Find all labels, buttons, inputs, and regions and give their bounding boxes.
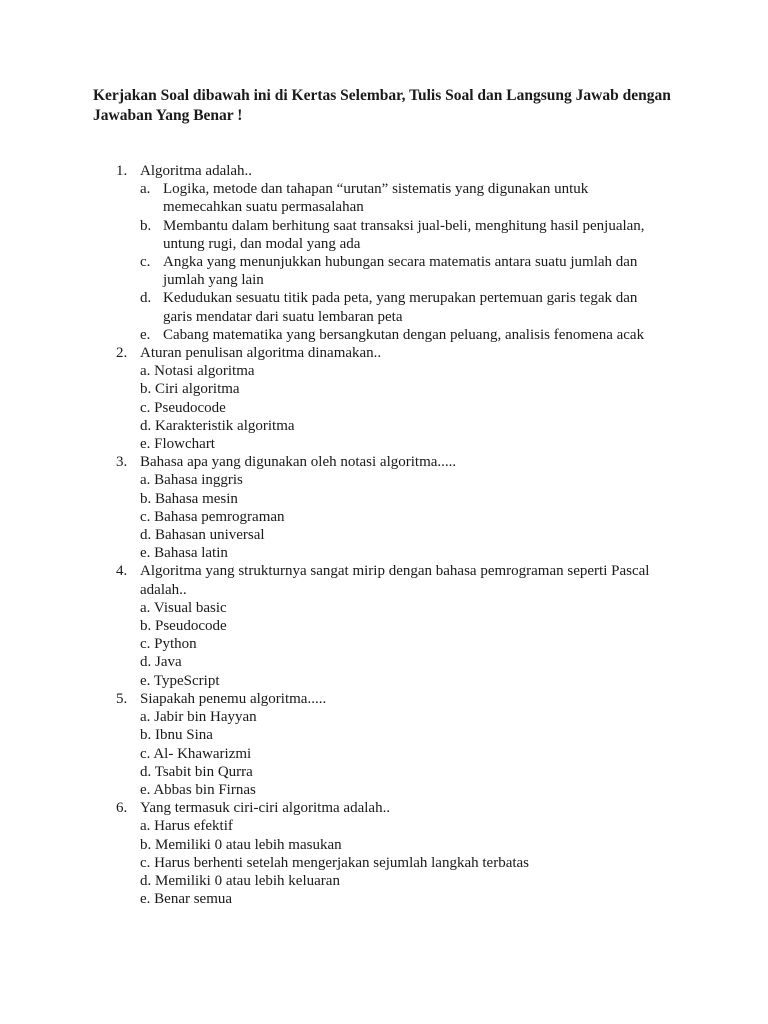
option-item: d. Bahasan universal <box>140 527 265 544</box>
option-list <box>140 471 768 562</box>
option-item: a. Bahasa inggris <box>140 472 243 489</box>
option-item <box>140 253 663 289</box>
option-item: b. Ibnu Sina <box>140 727 213 744</box>
question-number: 2. <box>116 345 128 362</box>
option-item <box>140 326 663 344</box>
question-number: 3. <box>116 454 128 471</box>
option-list <box>140 708 768 799</box>
question-text: Bahasa apa yang digunakan oleh notasi algoritma..... <box>140 454 457 471</box>
option-item: b. Memiliki 0 atau lebih masukan <box>140 836 342 853</box>
option-item: a. Visual basic <box>140 599 227 616</box>
question-text: Algoritma yang strukturnya sangat mirip dengan bahasa pemrograman seperti Pascal adalah.. <box>140 563 650 598</box>
option-item: c. Pseudocode <box>140 399 226 416</box>
option-item: e. Abbas bin Firnas <box>140 781 256 798</box>
option-letter: b. <box>140 217 152 234</box>
instruction-heading: Kerjakan Soal dibawah ini di Kertas Selembar, Tulis Soal dan Langsung Jawab dengan Jawaban Yang Benar ! <box>93 87 671 124</box>
option-letter: e. <box>140 326 151 343</box>
question-2 <box>0 344 768 453</box>
option-item: a. Notasi algoritma <box>140 363 255 380</box>
option-text: Kedudukan sesuatu titik pada peta, yang merupakan pertemuan garis tegak dan garis mendatar dari suatu lembaran peta <box>163 290 638 325</box>
question-number: 5. <box>116 690 128 707</box>
option-item: a. Jabir bin Hayyan <box>140 709 257 726</box>
option-item: e. Benar semua <box>140 891 233 908</box>
option-item: b. Ciri algoritma <box>140 381 240 398</box>
question-1 <box>0 162 768 344</box>
option-list <box>140 817 768 908</box>
question-6 <box>0 799 768 908</box>
question-text: Algoritma adalah.. <box>140 163 253 179</box>
option-item: c. Python <box>140 636 197 653</box>
option-item: e. Flowchart <box>140 436 215 453</box>
option-item <box>140 289 663 325</box>
question-number: 1. <box>116 163 128 179</box>
option-item <box>140 180 663 216</box>
option-text: Cabang matematika yang bersangkutan dengan peluang, analisis fenomena acak <box>163 326 645 343</box>
option-letter: d. <box>140 290 152 307</box>
option-text: Membantu dalam berhitung saat transaksi jual-beli, menghitung hasil penjualan, untung rugi, dan modal yang ada <box>163 217 645 252</box>
option-item: c. Harus berhenti setelah mengerjakan sejumlah langkah terbatas <box>140 854 530 871</box>
option-text: Logika, metode dan tahapan “urutan” sistematis yang digunakan untuk memecahkan suatu permasalahan <box>163 181 589 216</box>
question-3 <box>0 453 768 562</box>
option-item: b. Pseudocode <box>140 618 227 635</box>
option-item: b. Bahasa mesin <box>140 490 238 507</box>
option-letter: a. <box>140 181 151 198</box>
option-text: Angka yang menunjukkan hubungan secara matematis antara suatu jumlah dan jumlah yang lain <box>163 254 638 289</box>
option-item: e. TypeScript <box>140 672 220 689</box>
option-item: a. Harus efektif <box>140 818 233 835</box>
question-number: 6. <box>116 800 128 817</box>
option-item: d. Karakteristik algoritma <box>140 417 295 434</box>
question-number: 4. <box>116 563 128 580</box>
question-5 <box>0 690 768 799</box>
option-item: d. Java <box>140 654 182 671</box>
option-item: d. Memiliki 0 atau lebih keluaran <box>140 872 340 889</box>
option-list <box>140 180 768 344</box>
question-text: Siapakah penemu algoritma..... <box>140 690 327 707</box>
option-item: c. Bahasa pemrograman <box>140 508 285 525</box>
question-list <box>0 162 768 908</box>
option-item: d. Tsabit bin Qurra <box>140 763 253 780</box>
option-list <box>140 362 768 453</box>
option-letter: c. <box>140 254 151 271</box>
option-list <box>140 599 768 690</box>
option-item <box>140 217 663 253</box>
question-text: Aturan penulisan algoritma dinamakan.. <box>140 345 382 362</box>
option-item: c. Al- Khawarizmi <box>140 745 252 762</box>
question-4 <box>0 562 768 689</box>
option-item: e. Bahasa latin <box>140 545 228 562</box>
question-text: Yang termasuk ciri-ciri algoritma adalah.. <box>140 800 391 817</box>
